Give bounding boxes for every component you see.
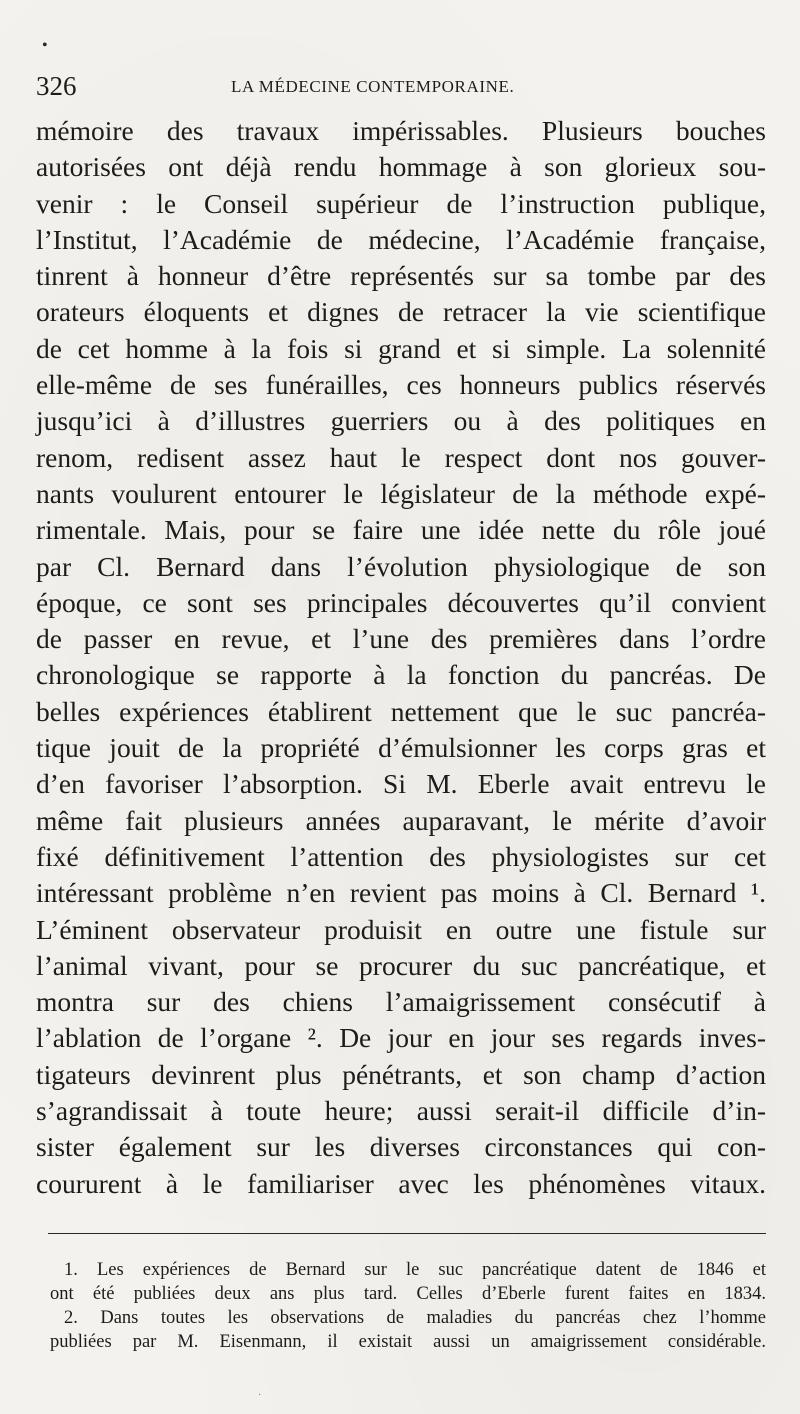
footnote-divider bbox=[48, 1233, 766, 1234]
text-line: orateurs éloquents et dignes de retracer la vie scientifique bbox=[36, 296, 766, 328]
text-line: belles expériences établirent nettement que le suc pancréa- bbox=[36, 695, 766, 727]
footnote-line: ont été publiées deux ans plus tard. Celles d’Eberle furent faites en 1834. bbox=[50, 1284, 766, 1304]
text-line: rimentale. Mais, pour se faire une idée nette du rôle joué bbox=[36, 514, 766, 546]
text-line: renom, redisent assez haut le respect dont nos gouver- bbox=[36, 441, 766, 473]
running-title: LA MÉDECINE CONTEMPORAINE. bbox=[231, 77, 515, 96]
text-line: intéressant problème n’en revient pas moins à Cl. Bernard ¹. bbox=[36, 877, 766, 909]
text-line: même fait plusieurs années auparavant, le mérite d’avoir bbox=[36, 804, 766, 836]
text-line: d’en favoriser l’absorption. Si M. Eberle avait entrevu le bbox=[36, 768, 766, 800]
footnote-line: 1. Les expériences de Bernard sur le suc pancréatique datent de 1846 et bbox=[64, 1260, 766, 1280]
text-line: époque, ce sont ses principales découvertes qu’il convient bbox=[36, 586, 766, 618]
text-line: sister également sur les diverses circonstances qui con- bbox=[36, 1131, 766, 1163]
text-line: montra sur des chiens l’amaigrissement consécutif à bbox=[36, 986, 766, 1018]
text-line: tigateurs devinrent plus pénétrants, et son champ d’action bbox=[36, 1058, 766, 1090]
footnote-line: publiées par M. Eisenmann, il existait aussi un amaigrissement considérable. bbox=[50, 1332, 766, 1352]
footnotes bbox=[50, 1258, 766, 1354]
main-text bbox=[36, 113, 766, 1202]
text-line: s’agrandissait à toute heure; aussi serait-il difficile d’in- bbox=[36, 1095, 766, 1127]
text-line: elle-même de ses funérailles, ces honneurs publics réservés bbox=[36, 369, 766, 401]
page-number: 326 bbox=[36, 71, 77, 101]
text-line: de cet homme à la fois si grand et si simple. La solennité bbox=[36, 332, 766, 364]
text-line: de passer en revue, et l’une des premières dans l’ordre bbox=[36, 623, 766, 655]
text-line: tinrent à honneur d’être représentés sur sa tombe par des bbox=[36, 260, 766, 292]
text-line: chronologique se rapporte à la fonction du pancréas. De bbox=[36, 659, 766, 691]
text-line: coururent à le familiariser avec les phénomènes vitaux. bbox=[36, 1167, 766, 1199]
text-line: L’éminent observateur produisit en outre une fistule sur bbox=[36, 913, 766, 945]
text-line: l’animal vivant, pour se procurer du suc pancréatique, et bbox=[36, 949, 766, 981]
text-line: par Cl. Bernard dans l’évolution physiologique de son bbox=[36, 550, 766, 582]
text-line: tique jouit de la propriété d’émulsionner les corps gras et bbox=[36, 732, 766, 764]
text-line: l’ablation de l’organe ². De jour en jour ses regards inves- bbox=[36, 1022, 766, 1054]
page-header bbox=[36, 72, 764, 100]
text-line: mémoire des travaux impérissables. Plusieurs bouches bbox=[36, 115, 766, 146]
text-line: autorisées ont déjà rendu hommage à son glorieux sou- bbox=[36, 151, 766, 183]
footnote-line: 2. Dans toutes les observations de maladies du pancréas chez l’homme bbox=[64, 1308, 766, 1328]
print-mark: • bbox=[42, 37, 48, 54]
text-line: fixé définitivement l’attention des physiologistes sur cet bbox=[36, 840, 766, 872]
text-line: nants voulurent entourer le législateur de la méthode expé- bbox=[36, 477, 766, 509]
text-line: jusqu’ici à d’illustres guerriers ou à des politiques en bbox=[36, 405, 766, 437]
text-line: l’Institut, l’Académie de médecine, l’Académie française, bbox=[36, 223, 766, 255]
text-line: venir : le Conseil supérieur de l’instruction publique, bbox=[36, 187, 766, 219]
print-speck: · bbox=[258, 1390, 262, 1401]
